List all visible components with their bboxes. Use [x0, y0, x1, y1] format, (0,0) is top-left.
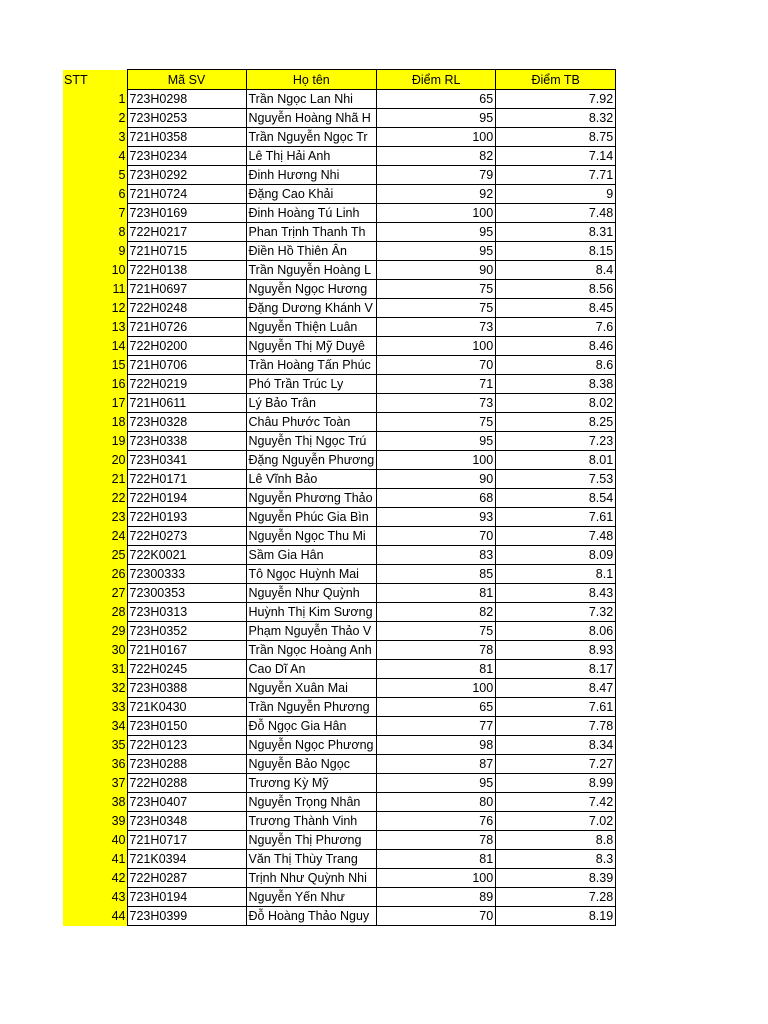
student-id-cell[interactable]: 723H0328 — [127, 413, 246, 432]
stt-cell[interactable]: 1 — [63, 90, 127, 109]
table-row — [63, 774, 616, 793]
table-row — [63, 736, 616, 755]
stt-cell[interactable]: 7 — [63, 204, 127, 223]
average-score-cell[interactable]: 7.27 — [496, 755, 616, 774]
stt-cell[interactable]: 16 — [63, 375, 127, 394]
full-name-cell[interactable]: Trương Kỳ Mỹ — [246, 774, 377, 793]
header-stt[interactable]: STT — [63, 70, 127, 90]
stt-cell[interactable]: 12 — [63, 299, 127, 318]
stt-cell[interactable]: 20 — [63, 451, 127, 470]
student-id-cell[interactable]: 72300353 — [127, 584, 246, 603]
student-id-cell[interactable]: 722K0021 — [127, 546, 246, 565]
average-score-cell[interactable]: 7.48 — [496, 527, 616, 546]
conduct-score-cell[interactable]: 100 — [377, 869, 496, 888]
stt-cell[interactable]: 34 — [63, 717, 127, 736]
average-score-cell[interactable]: 8.4 — [496, 261, 616, 280]
conduct-score-cell[interactable]: 76 — [377, 812, 496, 831]
full-name-cell[interactable]: Đặng Nguyễn Phương — [246, 451, 377, 470]
student-id-cell[interactable]: 723H0352 — [127, 622, 246, 641]
conduct-score-cell[interactable]: 82 — [377, 147, 496, 166]
stt-cell[interactable]: 6 — [63, 185, 127, 204]
table-row — [63, 546, 616, 565]
conduct-score-cell[interactable]: 75 — [377, 413, 496, 432]
average-score-cell[interactable]: 8.1 — [496, 565, 616, 584]
full-name-cell[interactable]: Nguyễn Ngọc Phương — [246, 736, 377, 755]
student-id-cell[interactable]: 723H0288 — [127, 755, 246, 774]
conduct-score-cell[interactable]: 95 — [377, 242, 496, 261]
student-id-cell[interactable]: 723H0169 — [127, 204, 246, 223]
stt-cell[interactable]: 3 — [63, 128, 127, 147]
average-score-cell[interactable]: 8.17 — [496, 660, 616, 679]
stt-cell[interactable]: 23 — [63, 508, 127, 527]
stt-cell[interactable]: 24 — [63, 527, 127, 546]
student-id-cell[interactable]: 723H0298 — [127, 90, 246, 109]
student-id-cell[interactable]: 722H0287 — [127, 869, 246, 888]
table-row — [63, 318, 616, 337]
full-name-cell[interactable]: Phạm Nguyễn Thảo V — [246, 622, 377, 641]
conduct-score-cell[interactable]: 65 — [377, 698, 496, 717]
stt-cell[interactable]: 39 — [63, 812, 127, 831]
conduct-score-cell[interactable]: 89 — [377, 888, 496, 907]
full-name-cell[interactable]: Trần Nguyễn Phương — [246, 698, 377, 717]
table-row — [63, 90, 616, 109]
student-id-cell[interactable]: 723H0292 — [127, 166, 246, 185]
full-name-cell[interactable]: Huỳnh Thị Kim Sương — [246, 603, 377, 622]
full-name-cell[interactable]: Đỗ Hoàng Thảo Nguy — [246, 907, 377, 926]
stt-cell[interactable]: 22 — [63, 489, 127, 508]
conduct-score-cell[interactable]: 65 — [377, 90, 496, 109]
conduct-score-cell[interactable]: 70 — [377, 527, 496, 546]
full-name-cell[interactable]: Nguyễn Thị Mỹ Duyê — [246, 337, 377, 356]
table-row — [63, 185, 616, 204]
student-id-cell[interactable]: 722H0273 — [127, 527, 246, 546]
table-row — [63, 584, 616, 603]
student-id-cell[interactable]: 723H0338 — [127, 432, 246, 451]
conduct-score-cell[interactable]: 81 — [377, 660, 496, 679]
student-id-cell[interactable]: 723H0388 — [127, 679, 246, 698]
conduct-score-cell[interactable]: 70 — [377, 356, 496, 375]
conduct-score-cell[interactable]: 75 — [377, 622, 496, 641]
conduct-score-cell[interactable]: 70 — [377, 907, 496, 926]
conduct-score-cell[interactable]: 95 — [377, 774, 496, 793]
full-name-cell[interactable]: Trần Nguyễn Hoàng L — [246, 261, 377, 280]
table-row — [63, 812, 616, 831]
average-score-cell[interactable]: 8.45 — [496, 299, 616, 318]
conduct-score-cell[interactable]: 83 — [377, 546, 496, 565]
average-score-cell[interactable]: 7.02 — [496, 812, 616, 831]
full-name-cell[interactable]: Trần Ngọc Lan Nhi — [246, 90, 377, 109]
student-id-cell[interactable]: 721H0706 — [127, 356, 246, 375]
conduct-score-cell[interactable]: 98 — [377, 736, 496, 755]
full-name-cell[interactable]: Đỗ Ngọc Gia Hân — [246, 717, 377, 736]
full-name-cell[interactable]: Đặng Cao Khải — [246, 185, 377, 204]
stt-cell[interactable]: 14 — [63, 337, 127, 356]
average-score-cell[interactable]: 8.54 — [496, 489, 616, 508]
table-row — [63, 109, 616, 128]
conduct-score-cell[interactable]: 100 — [377, 128, 496, 147]
student-id-cell[interactable]: 723H0253 — [127, 109, 246, 128]
student-id-cell[interactable]: 722H0171 — [127, 470, 246, 489]
average-score-cell[interactable]: 7.48 — [496, 204, 616, 223]
full-name-cell[interactable]: Trần Hoàng Tấn Phúc — [246, 356, 377, 375]
full-name-cell[interactable]: Phan Trịnh Thanh Th — [246, 223, 377, 242]
average-score-cell[interactable]: 7.6 — [496, 318, 616, 337]
conduct-score-cell[interactable]: 73 — [377, 318, 496, 337]
conduct-score-cell[interactable]: 75 — [377, 299, 496, 318]
conduct-score-cell[interactable]: 95 — [377, 223, 496, 242]
average-score-cell[interactable]: 7.78 — [496, 717, 616, 736]
student-id-cell[interactable]: 722H0194 — [127, 489, 246, 508]
table-row — [63, 850, 616, 869]
table-row — [63, 280, 616, 299]
average-score-cell[interactable]: 8.32 — [496, 109, 616, 128]
conduct-score-cell[interactable]: 100 — [377, 204, 496, 223]
full-name-cell[interactable]: Nguyễn Hoàng Nhã H — [246, 109, 377, 128]
conduct-score-cell[interactable]: 82 — [377, 603, 496, 622]
full-name-cell[interactable]: Lê Thị Hải Anh — [246, 147, 377, 166]
conduct-score-cell[interactable]: 100 — [377, 451, 496, 470]
stt-cell[interactable]: 13 — [63, 318, 127, 337]
stt-cell[interactable]: 44 — [63, 907, 127, 926]
average-score-cell[interactable]: 7.92 — [496, 90, 616, 109]
conduct-score-cell[interactable]: 75 — [377, 280, 496, 299]
average-score-cell[interactable]: 8.3 — [496, 850, 616, 869]
student-id-cell[interactable]: 721K0394 — [127, 850, 246, 869]
average-score-cell[interactable]: 7.71 — [496, 166, 616, 185]
table-row — [63, 299, 616, 318]
stt-cell[interactable]: 36 — [63, 755, 127, 774]
average-score-cell[interactable]: 7.61 — [496, 508, 616, 527]
table-row — [63, 356, 616, 375]
stt-cell[interactable]: 8 — [63, 223, 127, 242]
average-score-cell[interactable]: 8.31 — [496, 223, 616, 242]
full-name-cell[interactable]: Tô Ngọc Huỳnh Mai — [246, 565, 377, 584]
stt-cell[interactable]: 27 — [63, 584, 127, 603]
average-score-cell[interactable]: 8.43 — [496, 584, 616, 603]
student-id-cell[interactable]: 723H0234 — [127, 147, 246, 166]
stt-cell[interactable]: 32 — [63, 679, 127, 698]
average-score-cell[interactable]: 8.99 — [496, 774, 616, 793]
average-score-cell[interactable]: 8.75 — [496, 128, 616, 147]
stt-cell[interactable]: 41 — [63, 850, 127, 869]
student-id-cell[interactable]: 721H0724 — [127, 185, 246, 204]
conduct-score-cell[interactable]: 87 — [377, 755, 496, 774]
full-name-cell[interactable]: Nguyễn Phúc Gia Bìn — [246, 508, 377, 527]
stt-cell[interactable]: 5 — [63, 166, 127, 185]
table-row — [63, 204, 616, 223]
average-score-cell[interactable]: 8.6 — [496, 356, 616, 375]
stt-cell[interactable]: 31 — [63, 660, 127, 679]
table-row — [63, 565, 616, 584]
average-score-cell[interactable]: 8.46 — [496, 337, 616, 356]
conduct-score-cell[interactable]: 90 — [377, 261, 496, 280]
table-row — [63, 717, 616, 736]
student-id-cell[interactable]: 721K0430 — [127, 698, 246, 717]
stt-cell[interactable]: 11 — [63, 280, 127, 299]
conduct-score-cell[interactable]: 78 — [377, 831, 496, 850]
average-score-cell[interactable]: 7.32 — [496, 603, 616, 622]
table-row — [63, 470, 616, 489]
average-score-cell[interactable]: 7.28 — [496, 888, 616, 907]
header-average-score[interactable]: Điểm TB — [496, 70, 616, 90]
conduct-score-cell[interactable]: 77 — [377, 717, 496, 736]
average-score-cell[interactable]: 8.15 — [496, 242, 616, 261]
full-name-cell[interactable]: Nguyễn Thiện Luân — [246, 318, 377, 337]
stt-cell[interactable]: 33 — [63, 698, 127, 717]
header-conduct-score[interactable]: Điểm RL — [377, 70, 496, 90]
stt-cell[interactable]: 26 — [63, 565, 127, 584]
stt-cell[interactable]: 2 — [63, 109, 127, 128]
student-id-cell[interactable]: 721H0611 — [127, 394, 246, 413]
full-name-cell[interactable]: Châu Phước Toàn — [246, 413, 377, 432]
table-row — [63, 660, 616, 679]
conduct-score-cell[interactable]: 93 — [377, 508, 496, 527]
student-id-cell[interactable]: 723H0348 — [127, 812, 246, 831]
table-row — [63, 831, 616, 850]
student-id-cell[interactable]: 721H0358 — [127, 128, 246, 147]
full-name-cell[interactable]: Đinh Hương Nhi — [246, 166, 377, 185]
student-id-cell[interactable]: 723H0341 — [127, 451, 246, 470]
table-row — [63, 413, 616, 432]
student-id-cell[interactable]: 722H0245 — [127, 660, 246, 679]
table-row — [63, 223, 616, 242]
full-name-cell[interactable]: Trần Nguyễn Ngọc Tr — [246, 128, 377, 147]
table-row — [63, 489, 616, 508]
average-score-cell[interactable]: 7.53 — [496, 470, 616, 489]
table-row — [63, 508, 616, 527]
table-row — [63, 622, 616, 641]
stt-cell[interactable]: 30 — [63, 641, 127, 660]
conduct-score-cell[interactable]: 85 — [377, 565, 496, 584]
student-id-cell[interactable]: 722H0219 — [127, 375, 246, 394]
stt-cell[interactable]: 15 — [63, 356, 127, 375]
full-name-cell[interactable]: Nguyễn Bảo Ngọc — [246, 755, 377, 774]
conduct-score-cell[interactable]: 92 — [377, 185, 496, 204]
full-name-cell[interactable]: Nguyễn Xuân Mai — [246, 679, 377, 698]
full-name-cell[interactable]: Nguyễn Ngọc Hương — [246, 280, 377, 299]
table-row — [63, 603, 616, 622]
student-id-cell[interactable]: 722H0288 — [127, 774, 246, 793]
full-name-cell[interactable]: Nguyễn Trọng Nhân — [246, 793, 377, 812]
header-full-name[interactable]: Họ tên — [246, 70, 377, 90]
stt-cell[interactable]: 42 — [63, 869, 127, 888]
student-id-cell[interactable]: 721H0715 — [127, 242, 246, 261]
table-row — [63, 869, 616, 888]
average-score-cell[interactable]: 8.06 — [496, 622, 616, 641]
table-row — [63, 527, 616, 546]
table-row — [63, 261, 616, 280]
stt-cell[interactable]: 38 — [63, 793, 127, 812]
conduct-score-cell[interactable]: 71 — [377, 375, 496, 394]
full-name-cell[interactable]: Sầm Gia Hân — [246, 546, 377, 565]
conduct-score-cell[interactable]: 81 — [377, 584, 496, 603]
table-row — [63, 147, 616, 166]
student-id-cell[interactable]: 72300333 — [127, 565, 246, 584]
average-score-cell[interactable]: 7.23 — [496, 432, 616, 451]
average-score-cell[interactable]: 8.39 — [496, 869, 616, 888]
average-score-cell[interactable]: 9 — [496, 185, 616, 204]
conduct-score-cell[interactable]: 68 — [377, 489, 496, 508]
full-name-cell[interactable]: Nguyễn Phương Thảo — [246, 489, 377, 508]
stt-cell[interactable]: 9 — [63, 242, 127, 261]
table-row — [63, 242, 616, 261]
table-row — [63, 432, 616, 451]
stt-cell[interactable]: 10 — [63, 261, 127, 280]
table-row — [63, 337, 616, 356]
average-score-cell[interactable]: 8.25 — [496, 413, 616, 432]
average-score-cell[interactable]: 7.14 — [496, 147, 616, 166]
conduct-score-cell[interactable]: 81 — [377, 850, 496, 869]
conduct-score-cell[interactable]: 78 — [377, 641, 496, 660]
average-score-cell[interactable]: 8.56 — [496, 280, 616, 299]
table-row — [63, 451, 616, 470]
table-row — [63, 394, 616, 413]
full-name-cell[interactable]: Nguyễn Ngọc Thu Mi — [246, 527, 377, 546]
full-name-cell[interactable]: Nguyễn Thị Ngọc Trú — [246, 432, 377, 451]
header-student-id[interactable]: Mã SV — [127, 70, 246, 90]
conduct-score-cell[interactable]: 100 — [377, 337, 496, 356]
student-id-cell[interactable]: 723H0150 — [127, 717, 246, 736]
table-row — [63, 888, 616, 907]
average-score-cell[interactable]: 8.09 — [496, 546, 616, 565]
conduct-score-cell[interactable]: 95 — [377, 432, 496, 451]
stt-cell[interactable]: 4 — [63, 147, 127, 166]
full-name-cell[interactable]: Trương Thành Vinh — [246, 812, 377, 831]
average-score-cell[interactable]: 8.02 — [496, 394, 616, 413]
average-score-cell[interactable]: 7.42 — [496, 793, 616, 812]
student-id-cell[interactable]: 722H0200 — [127, 337, 246, 356]
student-id-cell[interactable]: 721H0697 — [127, 280, 246, 299]
stt-cell[interactable]: 40 — [63, 831, 127, 850]
conduct-score-cell[interactable]: 80 — [377, 793, 496, 812]
stt-cell[interactable]: 19 — [63, 432, 127, 451]
conduct-score-cell[interactable]: 90 — [377, 470, 496, 489]
table-row — [63, 907, 616, 926]
average-score-cell[interactable]: 8.01 — [496, 451, 616, 470]
average-score-cell[interactable]: 8.47 — [496, 679, 616, 698]
conduct-score-cell[interactable]: 95 — [377, 109, 496, 128]
full-name-cell[interactable]: Trịnh Như Quỳnh Nhi — [246, 869, 377, 888]
student-id-cell[interactable]: 722H0123 — [127, 736, 246, 755]
full-name-cell[interactable]: Đinh Hoàng Tú Linh — [246, 204, 377, 223]
table-row — [63, 128, 616, 147]
average-score-cell[interactable]: 8.19 — [496, 907, 616, 926]
student-id-cell[interactable]: 723H0194 — [127, 888, 246, 907]
table-row — [63, 166, 616, 185]
table-row — [63, 679, 616, 698]
stt-cell[interactable]: 37 — [63, 774, 127, 793]
stt-cell[interactable]: 28 — [63, 603, 127, 622]
average-score-cell[interactable]: 7.61 — [496, 698, 616, 717]
full-name-cell[interactable]: Lý Bảo Trân — [246, 394, 377, 413]
full-name-cell[interactable]: Văn Thị Thùy Trang — [246, 850, 377, 869]
average-score-cell[interactable]: 8.8 — [496, 831, 616, 850]
full-name-cell[interactable]: Điền Hồ Thiên Ân — [246, 242, 377, 261]
full-name-cell[interactable]: Nguyễn Thị Phương — [246, 831, 377, 850]
student-id-cell[interactable]: 721H0726 — [127, 318, 246, 337]
average-score-cell[interactable]: 8.34 — [496, 736, 616, 755]
student-score-table — [63, 69, 616, 926]
table-row — [63, 375, 616, 394]
table-row — [63, 793, 616, 812]
stt-cell[interactable]: 29 — [63, 622, 127, 641]
full-name-cell[interactable]: Phó Trần Trúc Ly — [246, 375, 377, 394]
conduct-score-cell[interactable]: 100 — [377, 679, 496, 698]
full-name-cell[interactable]: Cao Dĩ An — [246, 660, 377, 679]
table-row — [63, 641, 616, 660]
conduct-score-cell[interactable]: 79 — [377, 166, 496, 185]
full-name-cell[interactable]: Lê Vĩnh Bảo — [246, 470, 377, 489]
stt-cell[interactable]: 21 — [63, 470, 127, 489]
student-id-cell[interactable]: 722H0248 — [127, 299, 246, 318]
student-id-cell[interactable]: 721H0167 — [127, 641, 246, 660]
stt-cell[interactable]: 18 — [63, 413, 127, 432]
stt-cell[interactable]: 35 — [63, 736, 127, 755]
table-row — [63, 755, 616, 774]
student-id-cell[interactable]: 722H0138 — [127, 261, 246, 280]
student-id-cell[interactable]: 723H0407 — [127, 793, 246, 812]
stt-cell[interactable]: 17 — [63, 394, 127, 413]
full-name-cell[interactable]: Trần Ngọc Hoàng Anh — [246, 641, 377, 660]
student-id-cell[interactable]: 722H0193 — [127, 508, 246, 527]
header-row — [63, 70, 616, 90]
full-name-cell[interactable]: Đặng Dương Khánh V — [246, 299, 377, 318]
full-name-cell[interactable]: Nguyễn Yến Như — [246, 888, 377, 907]
average-score-cell[interactable]: 8.93 — [496, 641, 616, 660]
stt-cell[interactable]: 25 — [63, 546, 127, 565]
student-id-cell[interactable]: 723H0399 — [127, 907, 246, 926]
student-id-cell[interactable]: 722H0217 — [127, 223, 246, 242]
student-id-cell[interactable]: 721H0717 — [127, 831, 246, 850]
full-name-cell[interactable]: Nguyễn Như Quỳnh — [246, 584, 377, 603]
student-id-cell[interactable]: 723H0313 — [127, 603, 246, 622]
average-score-cell[interactable]: 8.38 — [496, 375, 616, 394]
stt-cell[interactable]: 43 — [63, 888, 127, 907]
conduct-score-cell[interactable]: 73 — [377, 394, 496, 413]
table-row — [63, 698, 616, 717]
